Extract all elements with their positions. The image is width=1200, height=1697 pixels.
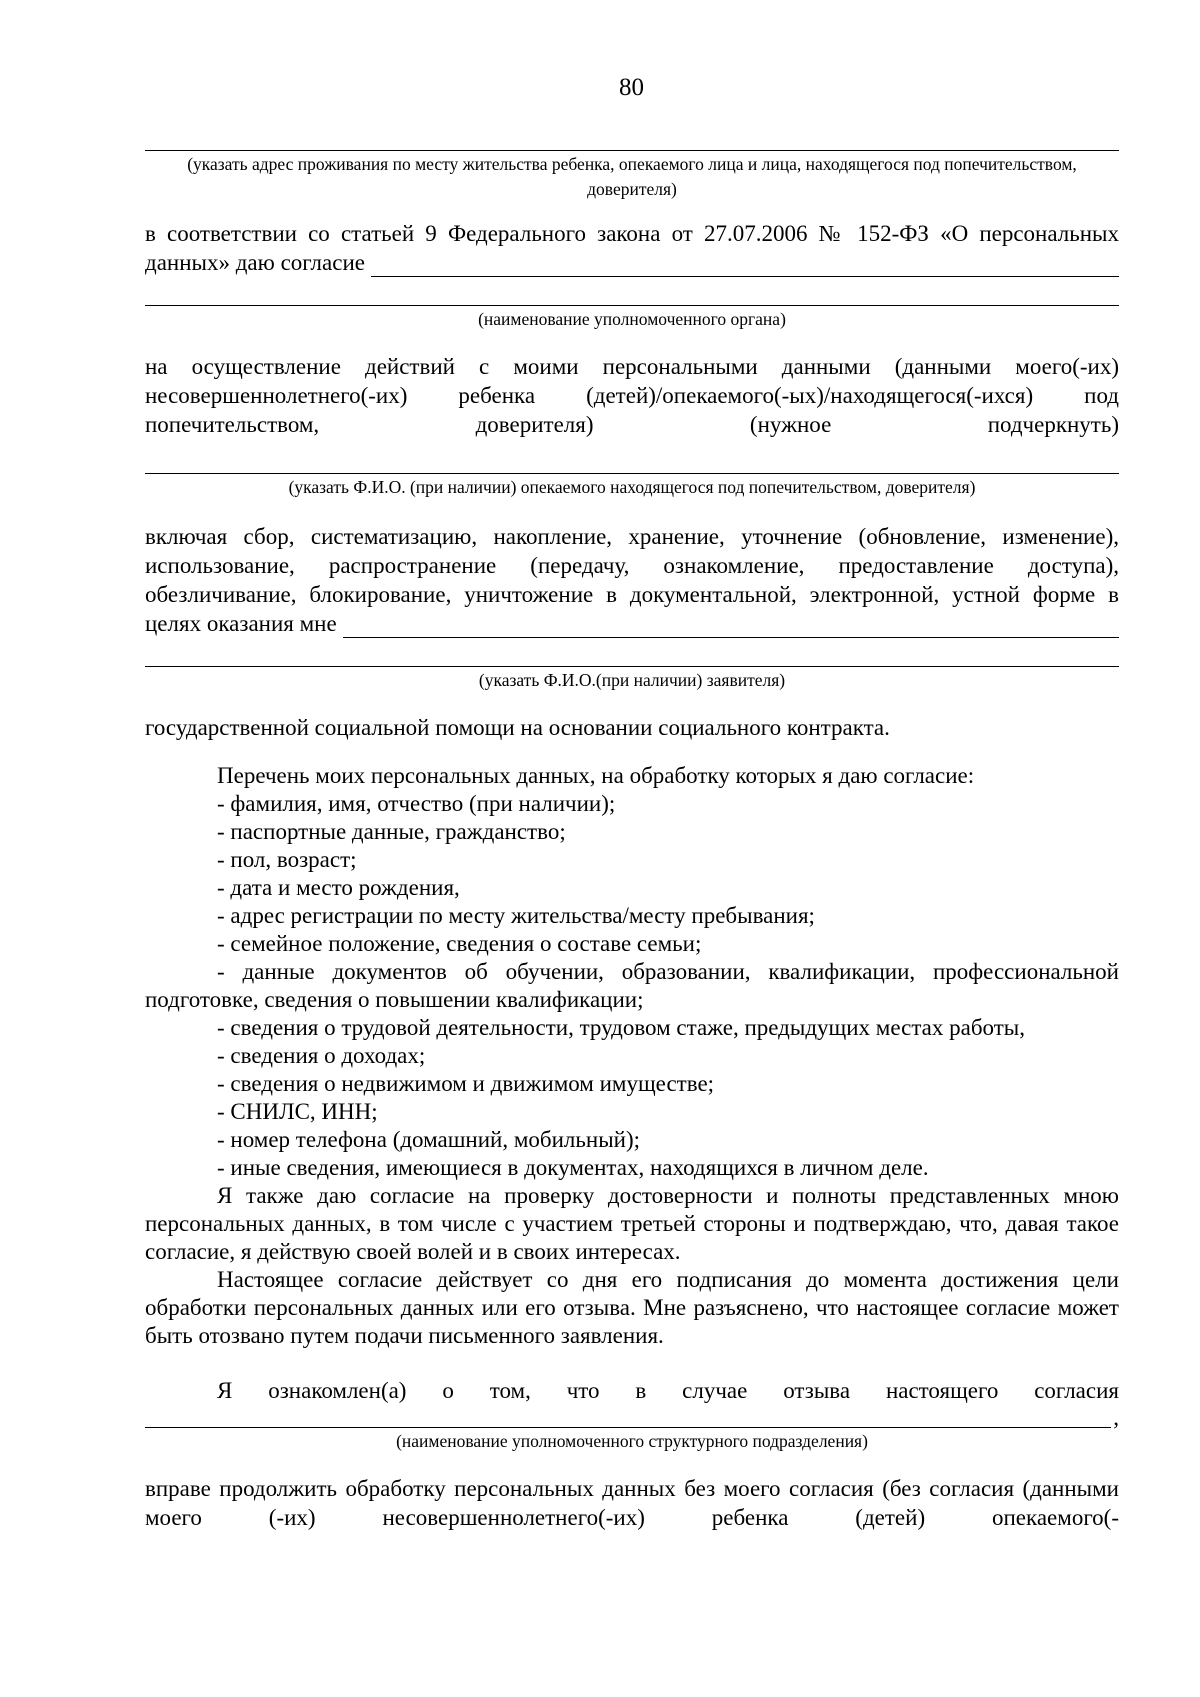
list-item: - паспортные данные, гражданство; xyxy=(217,819,566,844)
ward-fill-line[interactable] xyxy=(145,473,1119,474)
consent-recipient-fill-line[interactable] xyxy=(371,254,1119,277)
validity-paragraph: Настоящее согласие действует со дня его подписания до момента достижения цели обработки персональных данных или его отзыва. Мне разъяснено, что настоящее согласие может быть отозвано путем подачи письменного заявления. xyxy=(145,1267,1119,1348)
address-caption: (указать адрес проживания по месту жительства ребенка, опекаемого лица и лица, находящегося под попечительством, доверителя) xyxy=(187,154,1077,199)
consent-recipient-row xyxy=(145,248,1119,277)
list-item: - сведения о недвижимом и движимом имуществе; xyxy=(217,1071,715,1096)
list-item: - пол, возраст; xyxy=(217,847,357,872)
actions-paragraph: на осуществление действий с моими персональными данными (данными моего(-их) несовершеннолетнего(-их) ребенка (детей)/опекаемого(-ых)/находящегося(-ихся) под попечительством, доверителя) (нужное подчеркнуть) xyxy=(145,354,1119,437)
applicant-caption: (указать Ф.И.О.(при наличии) заявителя) xyxy=(478,670,786,690)
page-number: 80 xyxy=(619,74,644,101)
continue-paragraph: вправе продолжить обработку персональных данных без моего согласия (без согласия (данными моего (-их) несовершеннолетнего(-их) ребенка (детей) опекаемого(- xyxy=(145,1476,1119,1530)
purpose-line: целях оказания мне xyxy=(145,611,337,636)
applicant-fill-line[interactable] xyxy=(145,666,1119,667)
authority-fill-line[interactable] xyxy=(145,305,1119,306)
subdivision-comma: , xyxy=(1113,1405,1119,1430)
verification-paragraph: Я также даю согласие на проверку достоверности и полноты представленных мною персональных данных, в том числе с участием третьей стороны и подтверждаю, что, давая такое согласие, я действую своей волей и в своих интересах. xyxy=(145,1183,1119,1264)
list-item: - дата и место рождения, xyxy=(217,875,460,900)
law-reference-line-1: в соответствии со статьей 9 Федерального закона от 27.07.2006 № 152-ФЗ «О персональных xyxy=(145,221,1119,246)
list-item: - данные документов об обучении, образовании, квалификации, профессиональной подготовке, сведения о повышении квалификации; xyxy=(145,959,1119,1012)
document-body xyxy=(145,150,1119,1532)
processing-paragraph: включая сбор, систематизацию, накопление, хранение, уточнение (обновление, изменение), использование, распространение (передачу, ознакомление, предоставление доступа), обезличивание, блокирование, уничтожение в документальной, электронной, устной форме в xyxy=(145,524,1119,607)
address-fill-line[interactable] xyxy=(145,150,1119,151)
ward-caption: (указать Ф.И.О. (при наличии) опекаемого находящегося под попечительством, доверителя) xyxy=(288,477,976,497)
authority-caption: (наименование уполномоченного органа) xyxy=(478,309,786,329)
list-item: - адрес регистрации по месту жительства/месту пребывания; xyxy=(217,903,815,928)
law-reference-line-2: данных» даю согласие xyxy=(145,250,365,275)
personal-data-list xyxy=(145,790,1119,1182)
list-item: - иные сведения, имеющиеся в документах, находящихся в личном деле. xyxy=(217,1155,929,1180)
list-item: - сведения о трудовой деятельности, трудовом стаже, предыдущих местах работы, xyxy=(217,1015,1025,1040)
list-item: - фамилия, имя, отчество (при наличии); xyxy=(217,791,616,816)
list-item: - номер телефона (домашний, мобильный); xyxy=(217,1127,641,1152)
subdivision-caption: (наименование уполномоченного структурного подразделения) xyxy=(396,1431,868,1451)
list-item: - СНИЛС, ИНН; xyxy=(217,1099,378,1124)
subdivision-row xyxy=(145,1407,1119,1428)
list-intro: Перечень моих персональных данных, на обработку которых я даю согласие: xyxy=(217,763,975,788)
list-item: - семейное положение, сведения о составе семьи; xyxy=(217,931,702,956)
help-line: государственной социальной помощи на основании социального контракта. xyxy=(145,715,890,740)
subdivision-fill-line[interactable] xyxy=(145,1407,1111,1428)
purpose-row xyxy=(145,609,1119,638)
purpose-fill-line[interactable] xyxy=(343,615,1119,638)
list-item: - сведения о доходах; xyxy=(217,1043,426,1068)
withdrawal-line: Я ознакомлен(а) о том, что в случае отзыва настоящего согласия xyxy=(217,1378,1119,1403)
